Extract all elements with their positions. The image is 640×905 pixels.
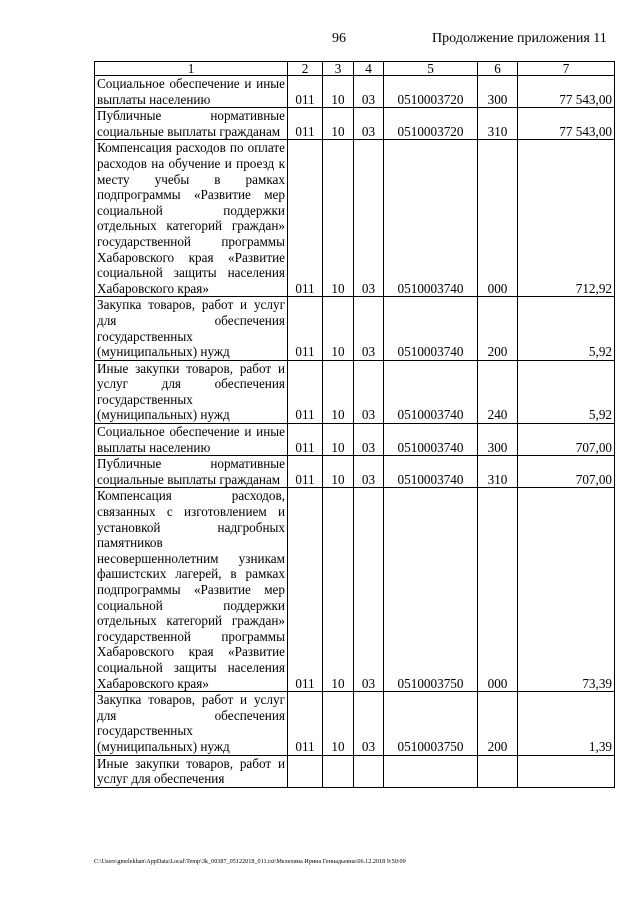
row-cell-c7: 77 543,00 xyxy=(518,76,615,108)
table-row xyxy=(95,297,615,360)
row-cell-c3 xyxy=(323,755,354,787)
row-cell-c3: 10 xyxy=(323,692,354,755)
row-cell-c3: 10 xyxy=(323,140,354,297)
row-description: Публичные нормативные социальные выплаты гражданам xyxy=(95,456,288,488)
row-cell-c7: 73,39 xyxy=(518,488,615,692)
row-cell-c4: 03 xyxy=(354,456,384,488)
row-description: Иные закупки товаров, работ и услуг для обеспечения xyxy=(95,755,288,787)
appendix-continuation: Продолжение приложения 11 xyxy=(432,31,607,46)
table-row xyxy=(95,108,615,140)
table-row xyxy=(95,424,615,456)
table-row xyxy=(95,692,615,755)
row-cell-c6: 300 xyxy=(478,76,518,108)
column-header: 6 xyxy=(478,62,518,76)
row-cell-c6: 000 xyxy=(478,488,518,692)
row-cell-c4: 03 xyxy=(354,424,384,456)
column-header: 7 xyxy=(518,62,615,76)
row-cell-c2: 011 xyxy=(288,488,323,692)
table-row xyxy=(95,755,615,787)
row-cell-c5: 0510003740 xyxy=(384,424,478,456)
row-description: Компенсация расходов по оплате расходов на обучение и проезд к месту учебы в рамках подпрограммы «Развитие мер социальной поддержки отдельных категорий граждан» государственной программы Хабаровского края «Развитие социальной защиты населения Хабаровского края» xyxy=(95,140,288,297)
row-cell-c3: 10 xyxy=(323,297,354,360)
row-cell-c4 xyxy=(354,755,384,787)
row-cell-c5: 0510003740 xyxy=(384,360,478,423)
row-cell-c6: 200 xyxy=(478,297,518,360)
table-row xyxy=(95,76,615,108)
row-cell-c5: 0510003740 xyxy=(384,140,478,297)
row-cell-c6 xyxy=(478,755,518,787)
row-cell-c7: 5,92 xyxy=(518,360,615,423)
table-row xyxy=(95,488,615,692)
page-number: 96 xyxy=(332,31,346,46)
row-cell-c2: 011 xyxy=(288,140,323,297)
row-cell-c4: 03 xyxy=(354,488,384,692)
row-cell-c3: 10 xyxy=(323,456,354,488)
row-cell-c2: 011 xyxy=(288,76,323,108)
column-header: 3 xyxy=(323,62,354,76)
row-description: Иные закупки товаров, работ и услуг для обеспечения государственных (муниципальных) нужд xyxy=(95,360,288,423)
column-header: 1 xyxy=(95,62,288,76)
row-cell-c7: 712,92 xyxy=(518,140,615,297)
row-cell-c2: 011 xyxy=(288,456,323,488)
row-cell-c2: 011 xyxy=(288,692,323,755)
row-cell-c7 xyxy=(518,755,615,787)
row-cell-c7: 707,00 xyxy=(518,424,615,456)
row-description: Закупка товаров, работ и услуг для обеспечения государственных (муниципальных) нужд xyxy=(95,692,288,755)
row-cell-c6: 300 xyxy=(478,424,518,456)
table-row xyxy=(95,456,615,488)
row-cell-c6: 200 xyxy=(478,692,518,755)
row-cell-c7: 5,92 xyxy=(518,297,615,360)
row-cell-c5: 0510003750 xyxy=(384,692,478,755)
row-description: Закупка товаров, работ и услуг для обеспечения государственных (муниципальных) нужд xyxy=(95,297,288,360)
row-description: Компенсация расходов, связанных с изготовлением и установкой надгробных памятников несовершеннолетним узникам фашистских лагерей, в рамках подпрограммы «Развитие мер социальной поддержки отдельных категорий граждан» государственной программы Хабаровского края «Развитие социальной защиты населения Хабаровского края» xyxy=(95,488,288,692)
row-cell-c4: 03 xyxy=(354,108,384,140)
row-cell-c5: 0510003720 xyxy=(384,108,478,140)
file-path-footer: C:\Users\gmelekhan\AppData\Local\Temp\3k_00387_05122018_011.txt\Мелехина Ирина Геннадьевна\06.12.2018 9:50:09 xyxy=(94,858,406,865)
row-description: Социальное обеспечение и иные выплаты населению xyxy=(95,76,288,108)
row-cell-c7: 707,00 xyxy=(518,456,615,488)
row-cell-c3: 10 xyxy=(323,424,354,456)
row-cell-c2: 011 xyxy=(288,108,323,140)
column-number-row xyxy=(95,62,615,76)
row-cell-c4: 03 xyxy=(354,140,384,297)
row-cell-c6: 310 xyxy=(478,108,518,140)
row-cell-c7: 77 543,00 xyxy=(518,108,615,140)
row-cell-c6: 240 xyxy=(478,360,518,423)
row-cell-c2: 011 xyxy=(288,424,323,456)
row-cell-c3: 10 xyxy=(323,108,354,140)
column-header: 5 xyxy=(384,62,478,76)
row-cell-c4: 03 xyxy=(354,76,384,108)
row-cell-c5: 0510003740 xyxy=(384,456,478,488)
row-cell-c2: 011 xyxy=(288,360,323,423)
row-cell-c2: 011 xyxy=(288,297,323,360)
row-cell-c5: 0510003750 xyxy=(384,488,478,692)
row-cell-c4: 03 xyxy=(354,360,384,423)
row-cell-c6: 310 xyxy=(478,456,518,488)
budget-table-body xyxy=(95,62,615,788)
row-cell-c5: 0510003720 xyxy=(384,76,478,108)
row-cell-c4: 03 xyxy=(354,297,384,360)
row-cell-c5 xyxy=(384,755,478,787)
row-cell-c3: 10 xyxy=(323,488,354,692)
budget-table xyxy=(94,61,615,788)
row-cell-c6: 000 xyxy=(478,140,518,297)
row-description: Публичные нормативные социальные выплаты гражданам xyxy=(95,108,288,140)
row-cell-c3: 10 xyxy=(323,76,354,108)
row-description: Социальное обеспечение и иные выплаты населению xyxy=(95,424,288,456)
row-cell-c7: 1,39 xyxy=(518,692,615,755)
column-header: 4 xyxy=(354,62,384,76)
column-header: 2 xyxy=(288,62,323,76)
row-cell-c2 xyxy=(288,755,323,787)
row-cell-c3: 10 xyxy=(323,360,354,423)
table-row xyxy=(95,360,615,423)
row-cell-c5: 0510003740 xyxy=(384,297,478,360)
table-row xyxy=(95,140,615,297)
row-cell-c4: 03 xyxy=(354,692,384,755)
